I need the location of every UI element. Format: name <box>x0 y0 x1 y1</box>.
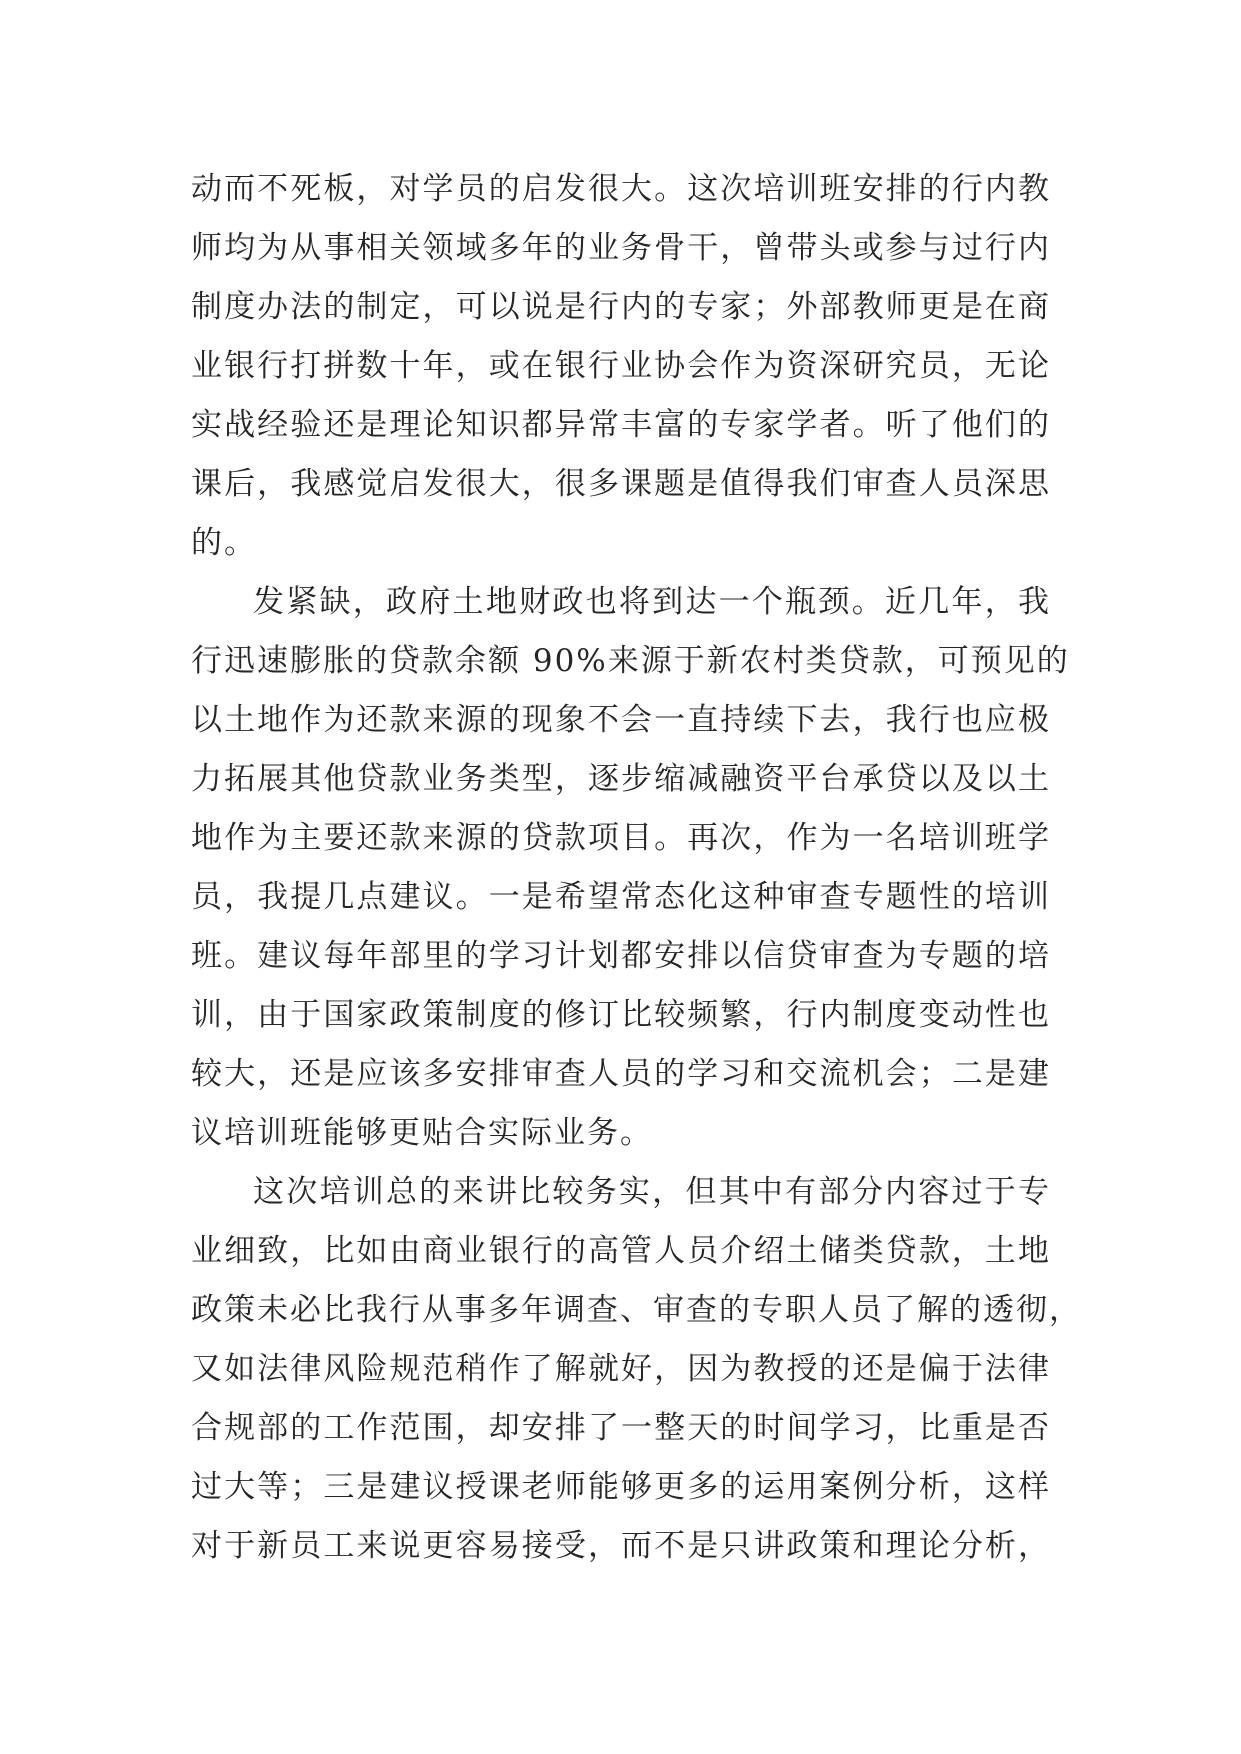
document-body <box>191 160 1082 1576</box>
text-line: 合规部的工作范围，却安排了一整天的时间学习，比重是否 <box>191 1410 1051 1446</box>
text-line: 地作为主要还款来源的贷款项目。再次，作为一名培训班学 <box>191 820 1051 856</box>
text-line: 这次培训总的来讲比较务实，但其中有部分内容过于专 <box>253 1174 1051 1210</box>
text-line: 动而不死板，对学员的启发很大。这次培训班安排的行内教 <box>191 171 1051 207</box>
text-line: 训，由于国家政策制度的修订比较频繁，行内制度变动性也 <box>191 997 1051 1033</box>
text-line: 实战经验还是理论知识都异常丰富的专家学者。听了他们的 <box>191 407 1051 443</box>
text-line: 员，我提几点建议。一是希望常态化这种审查专题性的培训 <box>191 879 1051 915</box>
text-line: 发紧缺，政府土地财政也将到达一个瓶颈。近几年，我 <box>253 584 1051 620</box>
text-line: 业细致，比如由商业银行的高管人员介绍土储类贷款，土地 <box>191 1233 1051 1269</box>
text-line: 以土地作为还款来源的现象不会一直持续下去，我行也应极 <box>191 702 1051 738</box>
text-line: 的。 <box>191 525 257 561</box>
text-line: 制度办法的制定，可以说是行内的专家；外部教师更是在商 <box>191 289 1051 325</box>
text-line: 课后，我感觉启发很大，很多课题是值得我们审查人员深思 <box>191 466 1051 502</box>
text-line: 又如法律风险规范稍作了解就好，因为教授的还是偏于法律 <box>191 1351 1051 1387</box>
text-line: 议培训班能够更贴合实际业务。 <box>191 1115 653 1151</box>
text-line: 较大，还是应该多安排审查人员的学习和交流机会；二是建 <box>191 1056 1051 1092</box>
paragraph <box>191 573 1070 1163</box>
paragraph <box>191 1163 1082 1576</box>
paragraph <box>191 160 1051 573</box>
text-line: 师均为从事相关领域多年的业务骨干，曾带头或参与过行内 <box>191 230 1051 266</box>
text-line: 过大等；三是建议授课老师能够更多的运用案例分析，这样 <box>191 1469 1051 1505</box>
text-line: 行迅速膨胀的贷款余额 90%来源于新农村类贷款，可预见的 <box>191 643 1070 679</box>
text-line: 政策未必比我行从事多年调查、审查的专职人员了解的透彻， <box>191 1292 1082 1328</box>
text-line: 力拓展其他贷款业务类型，逐步缩减融资平台承贷以及以土 <box>191 761 1051 797</box>
text-line: 对于新员工来说更容易接受，而不是只讲政策和理论分析， <box>191 1528 1051 1564</box>
text-line: 业银行打拼数十年，或在银行业协会作为资深研究员，无论 <box>191 348 1051 384</box>
text-line: 班。建议每年部里的学习计划都安排以信贷审查为专题的培 <box>191 938 1051 974</box>
